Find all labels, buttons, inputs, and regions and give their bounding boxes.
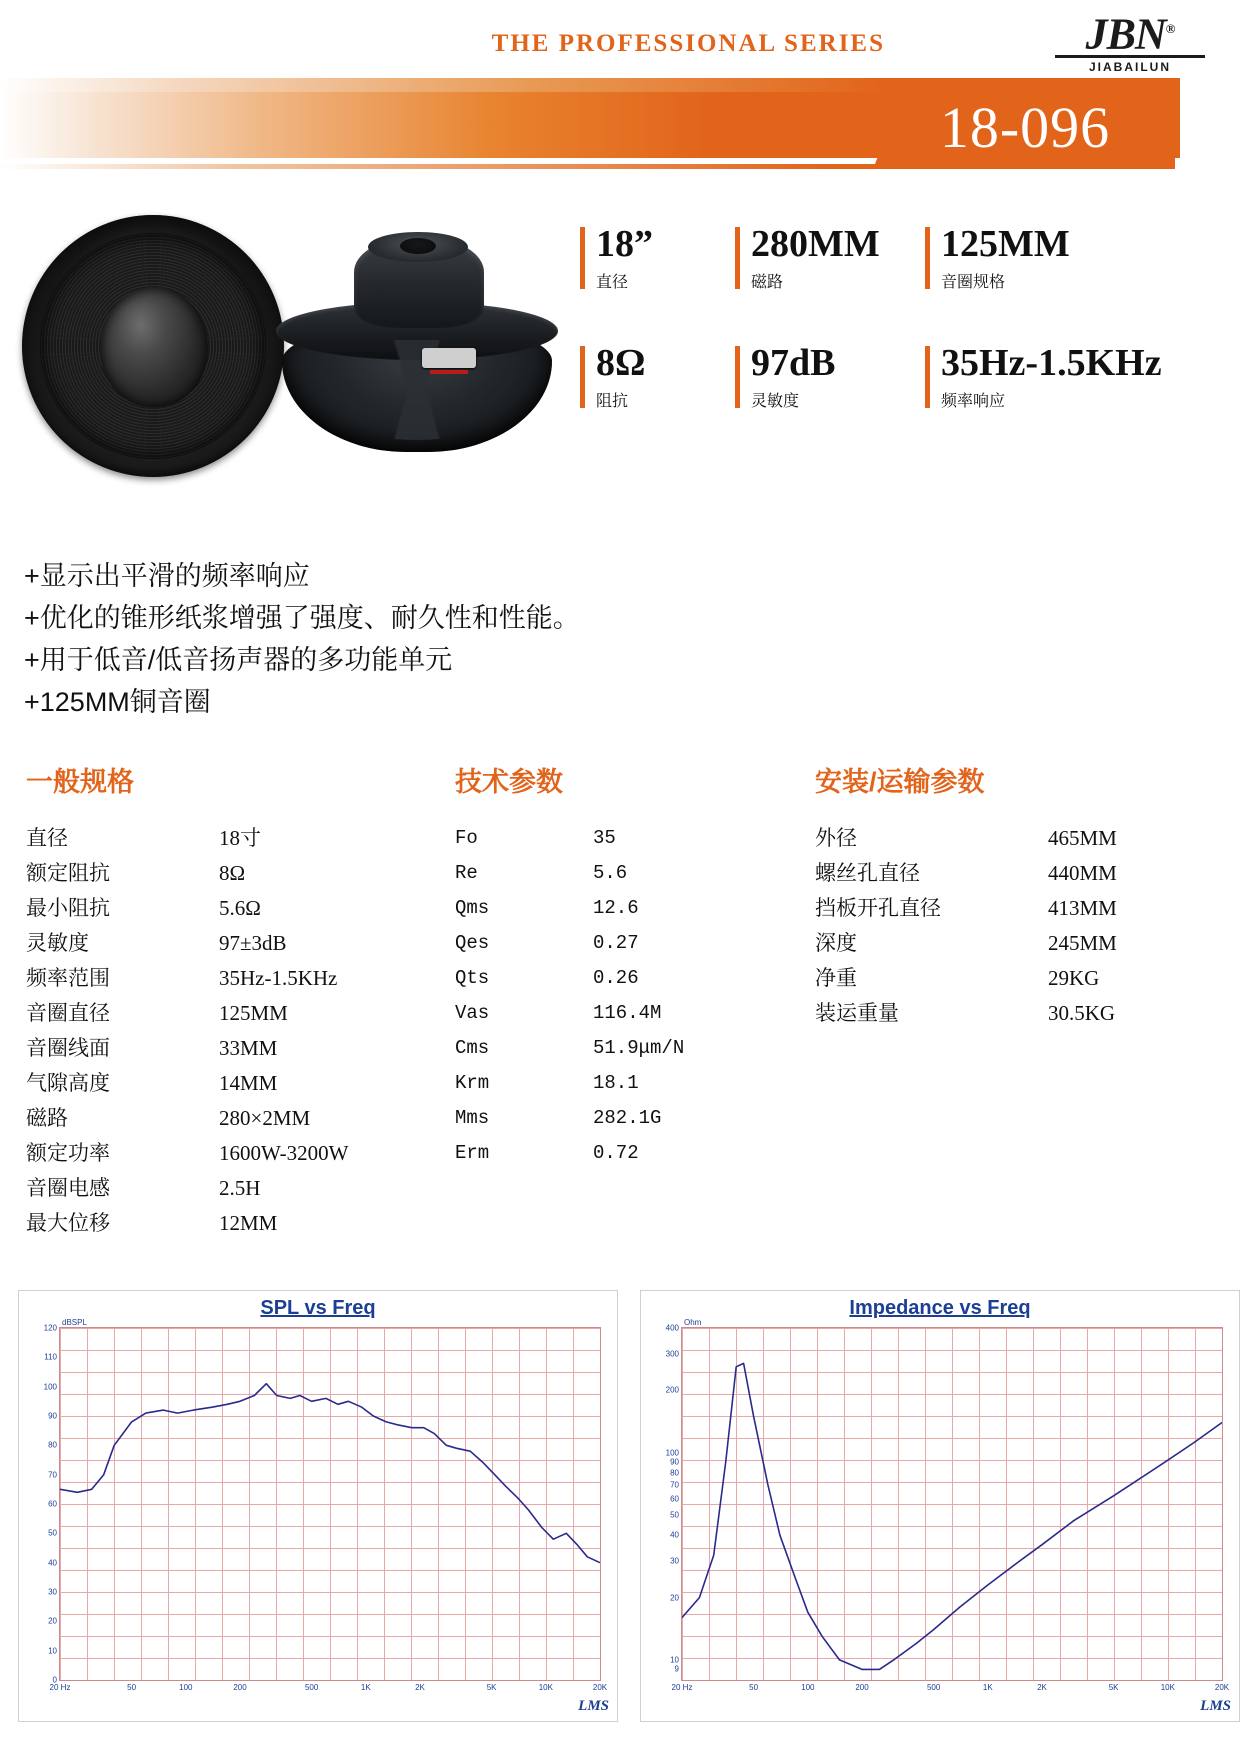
spec-key: 最大位移 (26, 1211, 110, 1235)
spec-value: 12MM (219, 1211, 278, 1235)
spec-value: 0.27 (593, 932, 639, 954)
chart-x-tick: 50 (127, 1683, 137, 1692)
highlight-diameter-value: 18” (596, 223, 653, 265)
feature-item: +125MM铜音圈 (24, 687, 211, 717)
table-row (455, 996, 684, 1031)
spec-value: 282.1G (593, 1107, 662, 1129)
spec-value: 35 (593, 827, 616, 849)
brand-subtitle: JIABAILUN (1088, 59, 1171, 74)
spec-key: 音圈电感 (26, 1176, 110, 1200)
highlight-frequency (925, 342, 1220, 411)
feature-item: +显示出平滑的频率响应 (24, 561, 310, 591)
chart-y-tick: 0 (52, 1675, 57, 1685)
mounting-spec-title: 安装/运输参数 (815, 767, 985, 797)
highlight-impedance (580, 342, 735, 411)
spec-value: 12.6 (593, 897, 639, 919)
table-row (455, 891, 684, 926)
chart-y-tick: 40 (48, 1558, 57, 1568)
spec-key: 装运重量 (815, 1001, 899, 1025)
brand-wordmark (1085, 9, 1175, 59)
spec-value: 30.5KG (1048, 1001, 1116, 1025)
chart-x-tick: 500 (304, 1683, 319, 1692)
chart-y-tick: 70 (670, 1480, 679, 1490)
feature-item: +优化的锥形纸浆增强了强度、耐久性和性能。 (24, 603, 580, 633)
model-number: 18-096 (939, 95, 1111, 160)
spl-chart (18, 1290, 618, 1722)
spec-key: Krm (455, 1072, 490, 1094)
spec-value: 18.1 (593, 1072, 639, 1094)
highlight-voicecoil-label: 音圈规格 (941, 274, 1006, 291)
spec-key: Fo (455, 827, 478, 849)
header-band (0, 78, 1240, 170)
spec-value: 51.9μm/N (593, 1037, 685, 1059)
chart-y-tick: 70 (48, 1470, 57, 1480)
chart-y-tick: 60 (48, 1499, 57, 1509)
spec-tables (0, 760, 1240, 1235)
table-row (455, 1136, 684, 1171)
spl-chart-watermark: LMS (578, 1698, 609, 1714)
spec-value: 440MM (1048, 861, 1117, 885)
speaker-pole-vent (400, 238, 436, 254)
spec-key: Qms (455, 897, 490, 919)
spec-key: 额定阻抗 (26, 861, 110, 885)
table-row (455, 961, 684, 996)
spec-key: Mms (455, 1107, 490, 1129)
spec-value: 245MM (1048, 931, 1117, 955)
page-header (0, 0, 1240, 195)
spec-value: 116.4M (593, 1002, 662, 1024)
spec-key: Cms (455, 1037, 490, 1059)
spec-value: 97±3dB (219, 931, 287, 955)
highlight-impedance-value: 8Ω (596, 342, 646, 384)
spec-key: Vas (455, 1002, 490, 1024)
spec-key: Qts (455, 967, 490, 989)
technical-spec-title: 技术参数 (455, 767, 563, 797)
highlight-frequency-value: 35Hz-1.5KHz (941, 342, 1162, 384)
chart-x-tick: 200 (233, 1683, 247, 1692)
spec-key: 挡板开孔直径 (815, 896, 941, 920)
highlight-magnet (735, 223, 925, 292)
chart-y-tick: 9 (674, 1664, 679, 1674)
chart-y-tick: 20 (670, 1593, 679, 1603)
spec-key: 净重 (815, 966, 857, 990)
header-band-stripe-top (0, 78, 1180, 92)
chart-y-tick: 60 (670, 1494, 679, 1504)
spec-key: Erm (455, 1142, 490, 1164)
chart-x-tick: 200 (855, 1683, 869, 1692)
chart-x-tick: 2K (415, 1683, 425, 1692)
table-row (26, 821, 348, 856)
feature-item: +用于低音/低音扬声器的多功能单元 (24, 645, 453, 675)
spec-key: 额定功率 (26, 1141, 110, 1165)
highlight-voicecoil-value: 125MM (941, 223, 1070, 265)
chart-y-tick: 40 (670, 1530, 679, 1540)
chart-y-tick: 120 (43, 1323, 57, 1333)
mounting-spec-table (815, 760, 1117, 1031)
spec-value: 280×2MM (219, 1106, 311, 1130)
impedance-chart (640, 1290, 1240, 1722)
spec-value: 14MM (219, 1071, 278, 1095)
charts-area (0, 1290, 1240, 1750)
table-row (26, 1171, 348, 1206)
chart-y-tick: 10 (670, 1655, 679, 1665)
chart-x-tick: 2K (1037, 1683, 1047, 1692)
spec-key: 螺丝孔直径 (815, 861, 920, 885)
spec-value: 18寸 (219, 826, 261, 850)
table-row (815, 821, 1117, 856)
chart-y-tick: 90 (48, 1411, 57, 1421)
spl-chart-plot (43, 1318, 608, 1692)
spec-key: 磁路 (26, 1106, 68, 1130)
chart-y-tick: 30 (670, 1556, 679, 1566)
table-row (815, 961, 1117, 996)
registered-mark-icon: ® (1165, 21, 1175, 36)
table-row (455, 1101, 684, 1136)
impedance-chart-watermark: LMS (1200, 1698, 1231, 1714)
chart-y-tick: 50 (670, 1510, 679, 1520)
table-row (26, 961, 348, 996)
highlight-voicecoil (925, 223, 1220, 292)
spec-key: 最小阻抗 (26, 896, 110, 920)
table-row (815, 891, 1117, 926)
table-row (815, 996, 1117, 1031)
chart-x-tick: 10K (1160, 1683, 1175, 1692)
impedance-y-axis-unit: Ohm (684, 1318, 702, 1327)
chart-x-tick: 5K (486, 1683, 497, 1692)
chart-y-tick: 80 (670, 1468, 679, 1478)
spec-value: 33MM (219, 1036, 278, 1060)
spec-value: 1600W-3200W (219, 1141, 349, 1165)
chart-y-tick: 20 (48, 1616, 57, 1626)
feature-list (24, 555, 924, 723)
spec-value: 465MM (1048, 826, 1117, 850)
table-row (815, 926, 1117, 961)
spec-value: 5.6Ω (219, 896, 261, 920)
chart-y-tick: 200 (665, 1385, 679, 1395)
chart-y-tick: 10 (48, 1646, 57, 1656)
general-spec-table (26, 760, 348, 1241)
speaker-side-image (272, 230, 562, 470)
spec-key: 音圈直径 (26, 1001, 110, 1025)
technical-spec-table (455, 760, 684, 1171)
highlight-diameter (580, 223, 735, 292)
spec-value: 5.6 (593, 862, 628, 884)
highlight-sensitivity-label: 灵敏度 (751, 393, 800, 410)
spec-key: 直径 (26, 826, 68, 850)
chart-y-tick: 80 (48, 1440, 57, 1450)
chart-x-tick: 1K (982, 1683, 993, 1692)
table-row (26, 1101, 348, 1136)
spl-chart-title: SPL vs Freq (260, 1297, 376, 1319)
chart-x-tick: 20 Hz (671, 1683, 693, 1692)
table-row (26, 891, 348, 926)
spec-key: 音圈线面 (26, 1036, 110, 1060)
chart-x-tick: 10K (538, 1683, 553, 1692)
spec-value: 0.26 (593, 967, 639, 989)
table-row (815, 856, 1117, 891)
chart-x-tick: 20K (1214, 1683, 1230, 1692)
spec-value: 8Ω (219, 861, 246, 885)
header-band-stripe-bottom (0, 164, 1175, 169)
speaker-terminal (422, 348, 476, 368)
chart-y-tick: 100 (43, 1382, 57, 1392)
spec-key: 气隙高度 (26, 1071, 110, 1095)
spec-key: Qes (455, 932, 490, 954)
chart-y-tick: 90 (670, 1457, 679, 1467)
highlight-sensitivity-value: 97dB (751, 342, 836, 384)
chart-x-tick: 1K (360, 1683, 371, 1692)
chart-y-tick: 300 (665, 1349, 679, 1359)
impedance-chart-title: Impedance vs Freq (849, 1297, 1031, 1319)
table-row (26, 926, 348, 961)
impedance-chart-plot (665, 1318, 1230, 1692)
spec-value: 35Hz-1.5KHz (219, 966, 338, 990)
chart-x-tick: 100 (801, 1683, 815, 1692)
spec-key: 深度 (815, 931, 857, 955)
series-title: THE PROFESSIONAL SERIES (491, 30, 885, 57)
table-row (26, 856, 348, 891)
chart-y-tick: 400 (665, 1323, 679, 1333)
table-row (26, 1136, 348, 1171)
highlight-magnet-label: 磁路 (751, 274, 784, 291)
highlight-specs (580, 223, 1220, 411)
spec-key: Re (455, 862, 478, 884)
table-row (455, 821, 684, 856)
spec-value: 29KG (1048, 966, 1100, 990)
spec-value: 2.5H (219, 1176, 261, 1200)
highlight-impedance-label: 阻抗 (596, 393, 629, 410)
spec-value: 413MM (1048, 896, 1117, 920)
spec-key: 外径 (815, 826, 857, 850)
table-row (26, 1031, 348, 1066)
table-row (455, 1031, 684, 1066)
spec-value: 0.72 (593, 1142, 639, 1164)
chart-y-tick: 50 (48, 1528, 57, 1538)
table-row (26, 1206, 348, 1241)
highlight-frequency-label: 频率响应 (941, 393, 1006, 410)
general-spec-title: 一般规格 (26, 767, 134, 797)
chart-x-tick: 20K (592, 1683, 608, 1692)
brand-logo-block (1040, 10, 1220, 74)
spl-y-axis-unit: dBSPL (62, 1318, 87, 1327)
chart-x-tick: 50 (749, 1683, 759, 1692)
table-row (455, 926, 684, 961)
chart-x-tick: 20 Hz (49, 1683, 71, 1692)
chart-x-tick: 5K (1108, 1683, 1119, 1692)
table-row (455, 1066, 684, 1101)
spec-value: 125MM (219, 1001, 288, 1025)
chart-x-tick: 500 (926, 1683, 941, 1692)
table-row (26, 1066, 348, 1101)
chart-y-tick: 30 (48, 1587, 57, 1597)
chart-y-tick: 110 (44, 1352, 57, 1362)
brand-wordmark-text: JBN (1085, 9, 1166, 59)
table-row (26, 996, 348, 1031)
product-area (0, 205, 1240, 495)
speaker-front-image (22, 215, 284, 477)
highlight-diameter-label: 直径 (596, 274, 629, 291)
spec-key: 频率范围 (26, 966, 110, 990)
table-row (455, 856, 684, 891)
spec-key: 灵敏度 (26, 931, 89, 955)
chart-x-tick: 100 (179, 1683, 193, 1692)
highlight-magnet-value: 280MM (751, 223, 880, 265)
highlight-sensitivity (735, 342, 925, 411)
chart-y-tick: 100 (665, 1448, 679, 1458)
